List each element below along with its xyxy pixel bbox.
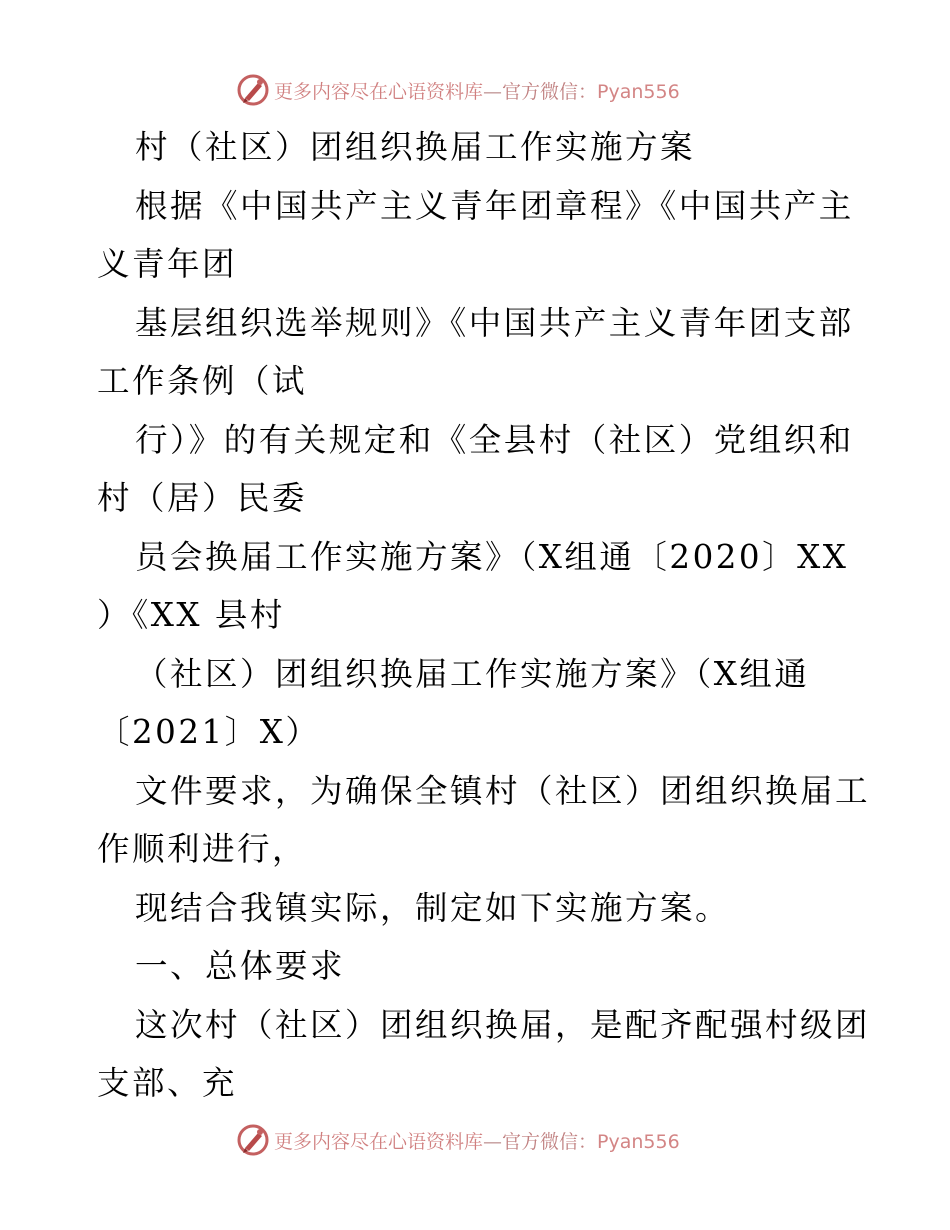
watermark-sub: 官方微信：	[502, 1130, 598, 1153]
document-line: 一、总体要求	[135, 947, 346, 985]
document-line: （社区）团组织换届工作实施方案》（X组通	[135, 654, 810, 693]
watermark-main: 更多内容尽在心语资料库	[274, 80, 484, 103]
watermark-header	[236, 72, 680, 108]
document-body	[97, 118, 871, 1113]
document-line: 行）》的有关规定和《全县村（社区）党组织和	[135, 420, 854, 459]
watermark-footer	[236, 1122, 680, 1158]
document-line: 作顺利进行，	[97, 830, 308, 868]
document-line: 现结合我镇实际，制定如下实施方案。	[135, 888, 731, 927]
document-line: 村（居）民委	[97, 479, 308, 517]
document-line: 这次村（社区）团组织换届，是配齐配强村级团	[135, 1005, 871, 1044]
document-line: 工作条例（试	[97, 362, 308, 400]
watermark-text	[274, 77, 680, 104]
pen-logo-icon	[236, 73, 270, 107]
watermark-text	[274, 1127, 680, 1154]
document-line: 支部、充	[97, 1064, 238, 1102]
watermark-separator: —	[483, 1130, 503, 1153]
watermark-separator: —	[483, 80, 503, 103]
document-line: 义青年团	[97, 245, 238, 283]
document-line: 员会换届工作实施方案》（X组通〔2020〕XX	[135, 537, 849, 576]
document-line: 文件要求，为确保全镇村（社区）团组织换届工	[135, 771, 871, 810]
document-line: 基层组织选举规则》《中国共产主义青年团支部	[135, 303, 854, 342]
document-line: 根据《中国共产主义青年团章程》《中国共产主	[135, 186, 854, 225]
pen-logo-icon	[236, 1123, 270, 1157]
watermark-sub: 官方微信：	[502, 80, 598, 103]
watermark-id: Pyan556	[597, 80, 680, 103]
document-line: 〔2021〕X）	[97, 713, 321, 751]
watermark-main: 更多内容尽在心语资料库	[274, 1130, 484, 1153]
document-line: ）《XX 县村	[97, 596, 285, 634]
watermark-id: Pyan556	[597, 1130, 680, 1153]
document-line: 村（社区）团组织换届工作实施方案	[135, 128, 696, 166]
